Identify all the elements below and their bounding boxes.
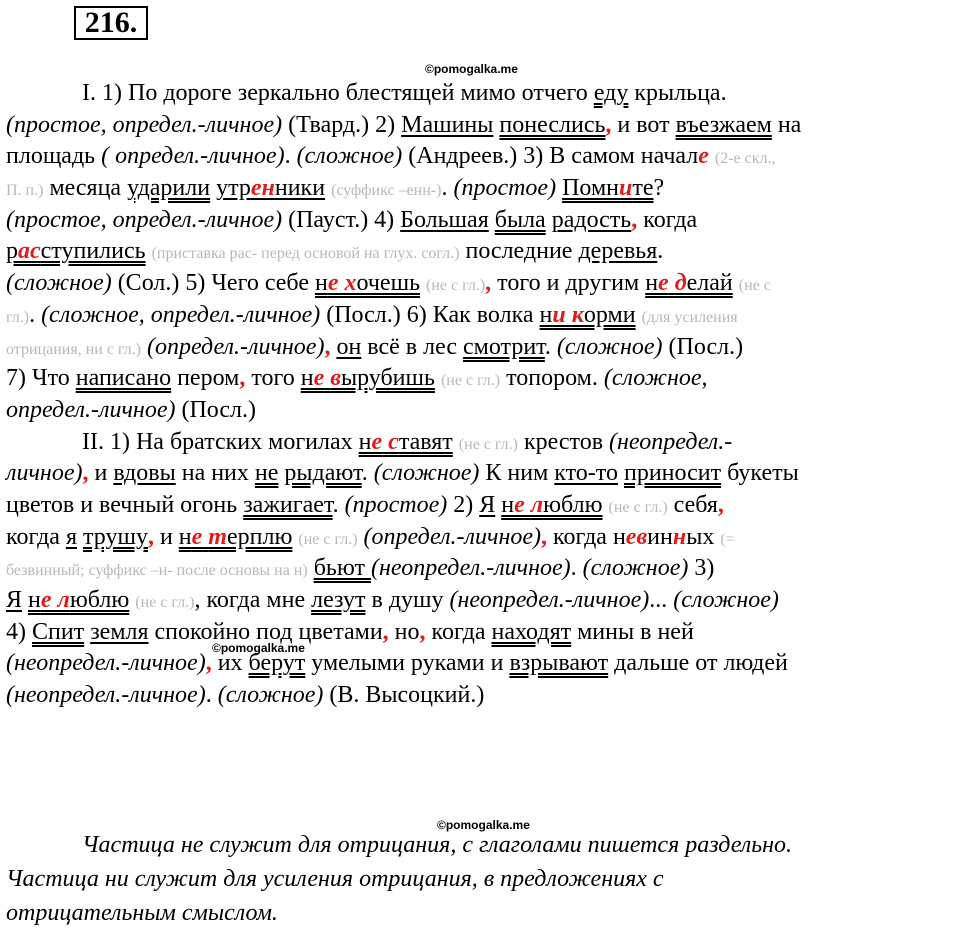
text-line: 7) Что написано пером, того не вырубишь (не с гл.) топором. (сложное, [6, 365, 708, 392]
text-line: расступились (приставка рас- перед основой на глух. согл.) последние деревья. [6, 238, 664, 265]
text-line: (простое, определ.-личное) (Твард.) 2) Машины понеслись, и вот въезжаем на [6, 111, 802, 138]
text-line: (неопредел.-личное). (сложное) (В. Высоцкий.) [6, 682, 485, 709]
note-line: Частица не служит для отрицания, с глаголами пишется раздельно. [82, 832, 793, 858]
text-line: (неопредел.-личное), их берут умелыми руками и взрывают дальше от людей [6, 650, 788, 677]
text-line: (сложное) (Сол.) 5) Чего себе не хочешь (не с гл.), того и другим не делай (не с [6, 270, 771, 297]
text-line: Я не люблю (не с гл.), когда мне лезут в душу (неопредел.-личное)... (сложное) [6, 587, 779, 613]
watermark-top: ©pomogalka.me [425, 62, 518, 76]
note-line: Частица ни служит для усиления отрицания, в предложениях с [6, 866, 664, 892]
text-line: гл.). (сложное, определ.-личное) (Посл.) 6) Как волка ни корми (для усиления [6, 301, 738, 328]
text-line: площадь ( определ.-личное). (сложное) (Андреев.) 3) В самом начале (2-е скл., [6, 143, 776, 170]
rule-note [6, 828, 956, 930]
text-line: II. 1) На братских могилах не ставят (не с гл.) крестов (неопредел.- [82, 428, 733, 455]
text-line: когда я трушу, и не терплю (не с гл.) (определ.-личное), когда невинных (= [6, 523, 735, 550]
text-line: I. 1) По дороге зеркально блестящей мимо отчего еду крыльца. [82, 80, 727, 106]
text-line: личное), и вдовы на них не рыдают. (сложное) К ним кто-то приносит букеты [6, 460, 799, 487]
note-line: отрицательным смыслом. [6, 900, 278, 926]
text-line: определ.-личное) (Посл.) [6, 396, 257, 423]
text-line: 4) Спит земля спокойно под цветами, но, когда находят мины в ней [6, 618, 694, 645]
watermark-bottom: ©pomogalka.me [437, 818, 530, 832]
text-line: отрицания, ни с гл.) (определ.-личное), он всё в лес смотрит. (сложное) (Посл.) [6, 333, 744, 360]
watermark-middle: ©pomogalka.me [212, 641, 305, 655]
exercise-text [6, 78, 956, 712]
text-line: (простое, определ.-личное) (Пауст.) 4) Большая была радость, когда [6, 206, 698, 233]
text-line: безвинный; суффикс –н- после основы на н) бьют (неопредел.-личное). (сложное) 3) [6, 555, 715, 582]
text-line: П. п.) месяца ударили утренники (суффикс –енн-). (простое) Помните? [6, 175, 665, 202]
exercise-number: 216. [74, 6, 148, 40]
text-line: цветов и вечный огонь зажигает. (простое) 2) Я не люблю (не с гл.) себя, [6, 491, 724, 518]
